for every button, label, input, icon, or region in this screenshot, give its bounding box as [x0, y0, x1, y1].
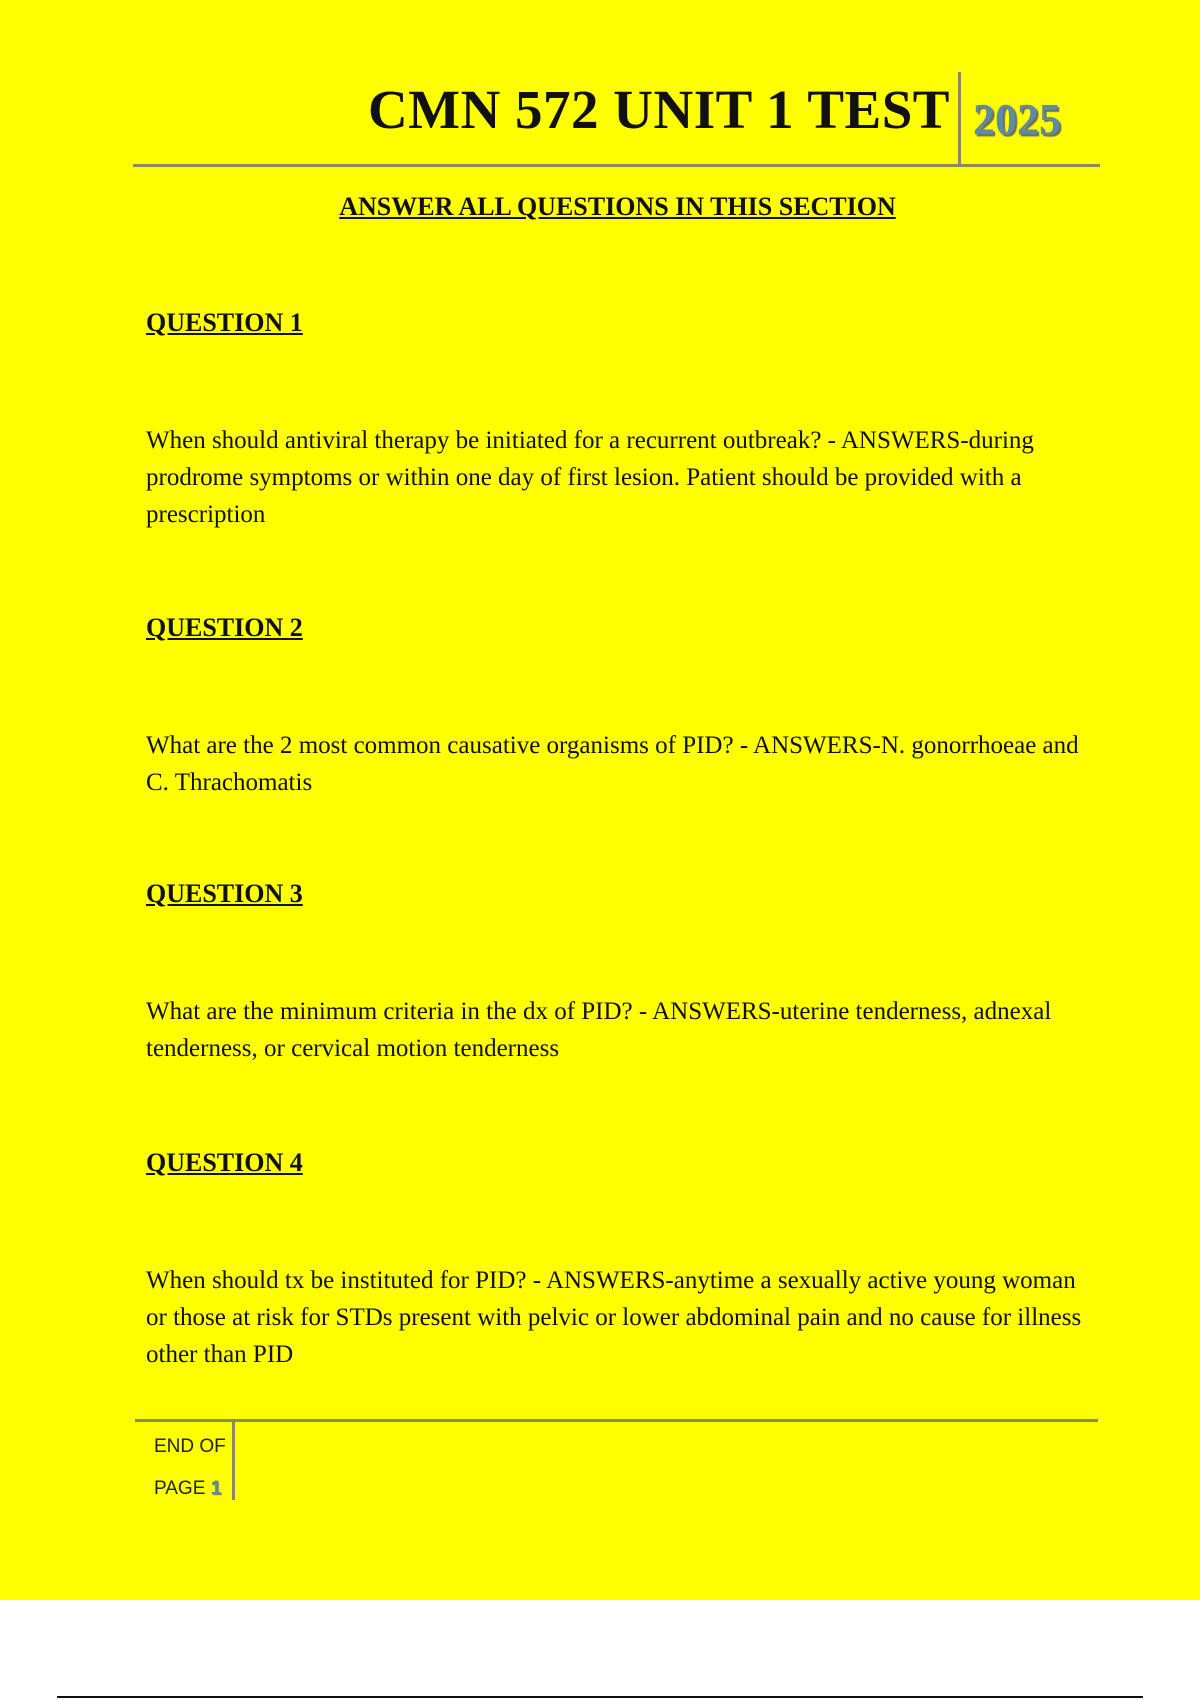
footer-end-of: END OF — [154, 1436, 226, 1457]
question-1-heading: QUESTION 1 — [146, 308, 303, 337]
document-year: 2025 — [973, 95, 1061, 144]
question-2-heading: QUESTION 2 — [146, 613, 303, 642]
question-3-body: What are the minimum criteria in the dx of PID? - ANSWERS-uterine tenderness, adnexal tenderness, or cervical motion tenderness — [146, 998, 1052, 1062]
footer-divider — [232, 1422, 235, 1500]
question-3-heading: QUESTION 3 — [146, 879, 303, 908]
document-header — [133, 72, 1100, 167]
next-page-rule — [57, 1696, 1143, 1698]
footer-rule — [135, 1419, 1098, 1422]
question-1-body: When should antiviral therapy be initiated for a recurrent outbreak? - ANSWERS-during prodrome symptoms or within one day of first lesion. Patient should be provided with a prescription — [146, 427, 1034, 528]
page-footer — [154, 1426, 226, 1510]
question-2-body: What are the 2 most common causative organisms of PID? - ANSWERS-N. gonorrhoeae and C. Thrachomatis — [146, 732, 1079, 796]
footer-page-number: 1 — [210, 1478, 222, 1499]
footer-page-label: PAGE — [154, 1478, 206, 1499]
header-divider — [958, 72, 961, 164]
question-4-heading: QUESTION 4 — [146, 1148, 303, 1177]
question-4-body: When should tx be instituted for PID? - ANSWERS-anytime a sexually active young woman or those at risk for STDs present with pelvic or lower abdominal pain and no cause for illness other than PID — [146, 1267, 1082, 1368]
section-heading: ANSWER ALL QUESTIONS IN THIS SECTION — [339, 192, 896, 221]
footer-page-row — [154, 1468, 226, 1510]
document-title: CMN 572 UNIT 1 TEST — [367, 79, 950, 140]
